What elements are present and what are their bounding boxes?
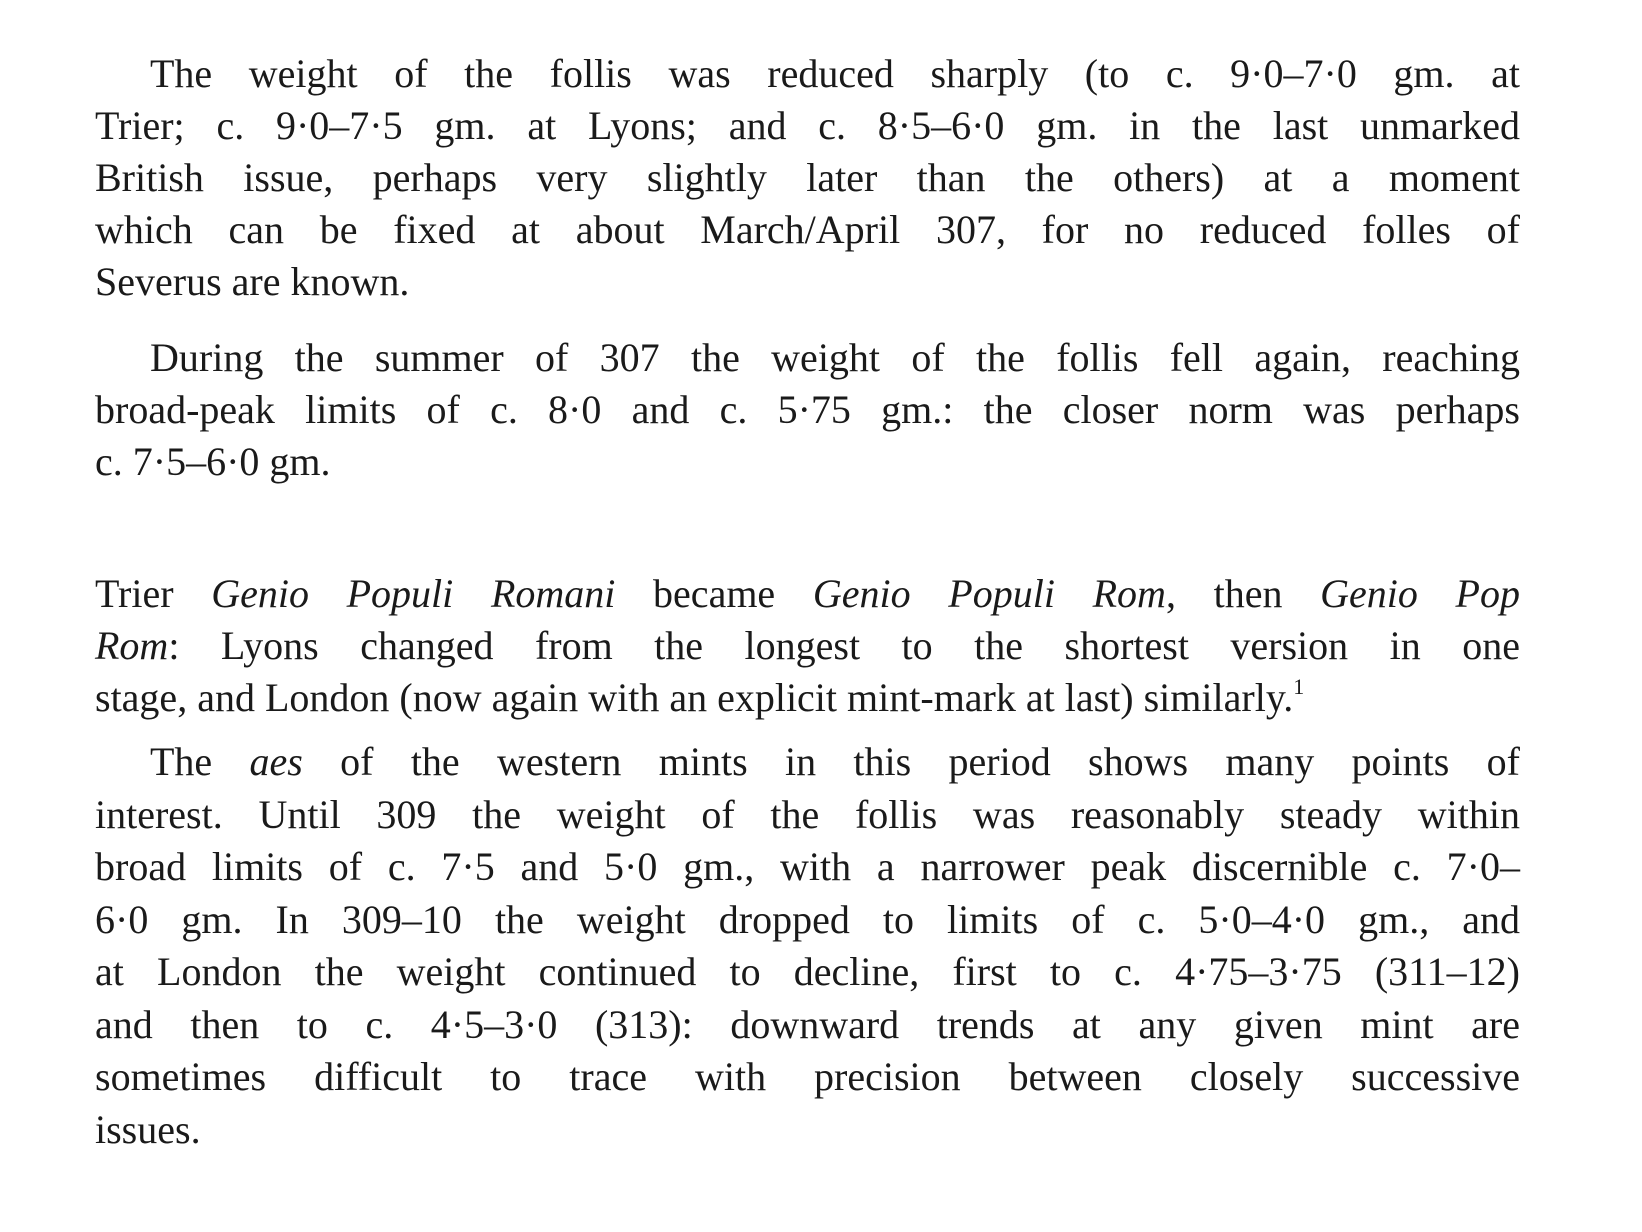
paragraph-follis-weight-reduction bbox=[95, 48, 1520, 308]
text-line: Severus are known. bbox=[95, 259, 410, 304]
text-line: During the summer of 307 the weight of the follis fell again, reaching bbox=[150, 335, 1520, 380]
italic-legend: Rom bbox=[95, 623, 169, 668]
text-line: c. 7·5–6·0 gm. bbox=[95, 439, 331, 484]
text-line: broad limits of c. 7·5 and 5·0 gm., with a narrower peak discernible c. 7·0– bbox=[95, 844, 1520, 889]
text-line: interest. Until 309 the weight of the follis was reasonably steady within bbox=[95, 791, 1520, 837]
text-line bbox=[95, 620, 1520, 672]
text-run: The bbox=[150, 739, 250, 784]
text-line: 6·0 gm. In 309–10 the weight dropped to limits of c. 5·0–4·0 gm., and bbox=[95, 896, 1520, 942]
text-line: and then to c. 4·5–3·0 (313): downward trends at any given mint are bbox=[95, 1001, 1520, 1047]
text-run: : Lyons changed from the longest to the shortest version in one bbox=[168, 623, 1520, 668]
paragraph-summer-307 bbox=[95, 332, 1520, 488]
italic-legend: Genio Populi Rom bbox=[812, 571, 1166, 616]
text-line: The weight of the follis was reduced sharply (to c. 9·0–7·0 gm. at bbox=[150, 51, 1520, 96]
italic-term: aes bbox=[249, 739, 303, 784]
text-line: issues. bbox=[95, 1106, 201, 1152]
text-run: Trier bbox=[95, 571, 212, 616]
text-run: of the western mints in this period shows many points of bbox=[302, 739, 1520, 784]
text-line bbox=[95, 568, 1520, 620]
text-line bbox=[95, 672, 1520, 724]
text-run: became bbox=[615, 571, 813, 616]
text-line: Trier; c. 9·0–7·5 gm. at Lyons; and c. 8·5–6·0 gm. in the last unmarked bbox=[95, 103, 1520, 148]
footnote-reference: 1 bbox=[1293, 674, 1305, 699]
text-run: stage, and London (now again with an explicit mint-mark at last) similarly. bbox=[95, 675, 1294, 720]
paragraph-western-mints-aes bbox=[95, 736, 1520, 1156]
text-line: British issue, perhaps very slightly later than the others) at a moment bbox=[95, 155, 1520, 200]
text-line: at London the weight continued to decline, first to c. 4·75–3·75 (311–12) bbox=[95, 949, 1520, 994]
italic-legend: Genio Populi Romani bbox=[211, 571, 616, 616]
italic-legend: Genio Pop bbox=[1320, 571, 1520, 616]
text-line: broad-peak limits of c. 8·0 and c. 5·75 gm.: the closer norm was perhaps bbox=[95, 387, 1520, 432]
text-run: , then bbox=[1165, 571, 1321, 616]
paragraph-legend-changes bbox=[95, 568, 1520, 724]
text-line: which can be fixed at about March/April 307, for no reduced folles of bbox=[95, 207, 1520, 252]
text-line: sometimes difficult to trace with precision between closely successive bbox=[95, 1054, 1520, 1099]
text-line bbox=[95, 736, 1520, 789]
